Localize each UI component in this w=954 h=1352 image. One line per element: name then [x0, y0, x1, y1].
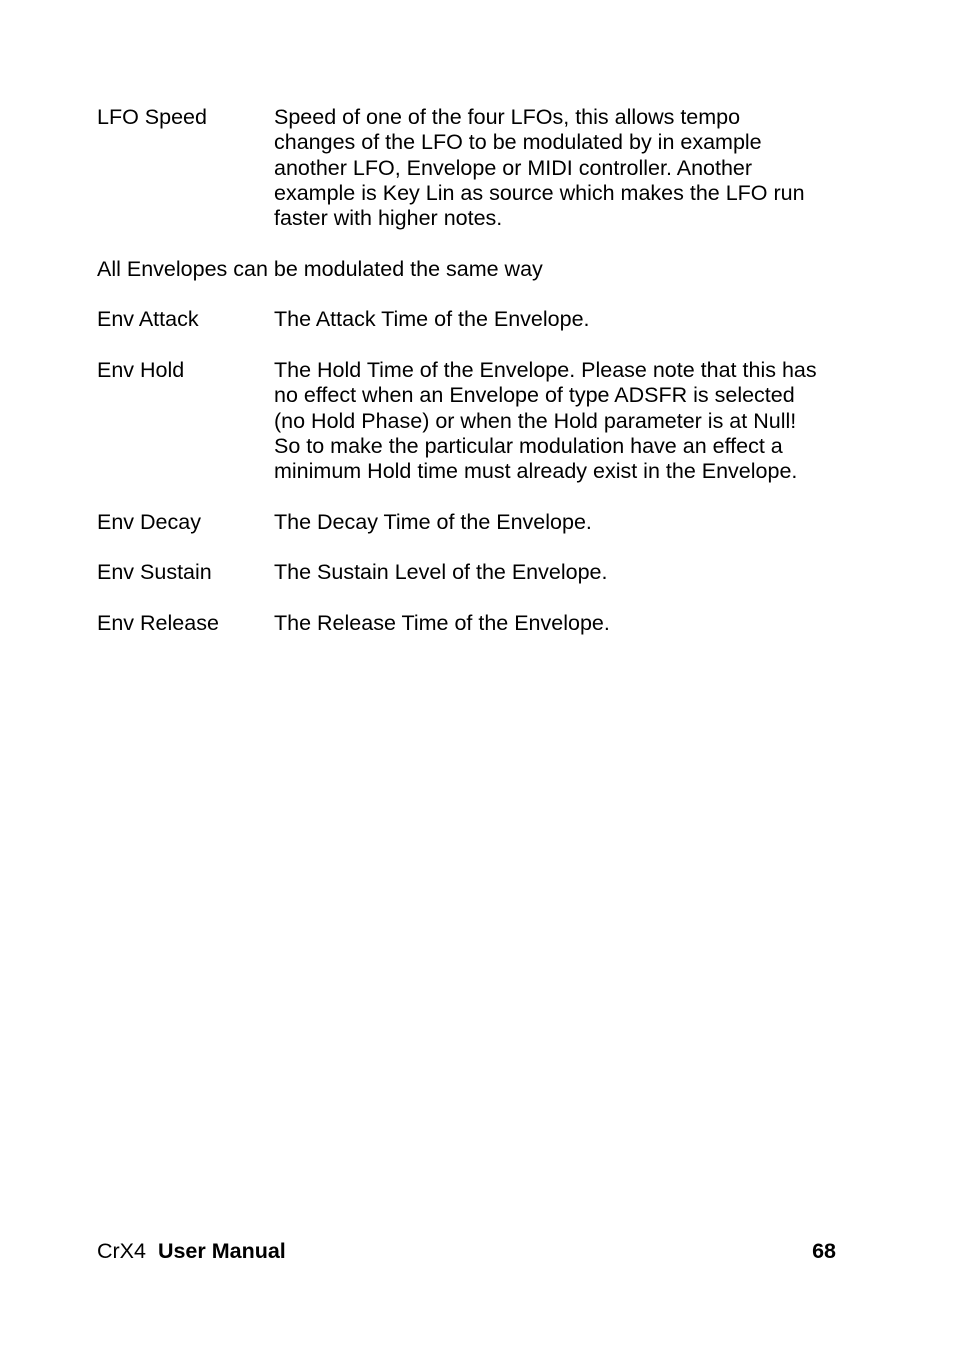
term-label: LFO Speed [97, 105, 207, 129]
definition-env-decay [97, 510, 867, 535]
definition-env-sustain [97, 560, 867, 585]
term-description [274, 510, 867, 535]
description-line: another LFO, Envelope or MIDI controller. Another [274, 155, 753, 180]
product-name: CrX4 [97, 1239, 146, 1263]
description-line: Speed of one of the four LFOs, this allows tempo [274, 105, 741, 129]
term-label: Env Attack [97, 307, 199, 332]
description-line: changes of the LFO to be modulated by in example [274, 130, 762, 155]
definition-env-hold [97, 358, 867, 484]
description-line: The Attack Time of the Envelope. [274, 307, 590, 332]
term-description [274, 560, 867, 585]
page-footer [97, 1239, 836, 1264]
term-label: Env Hold [97, 357, 185, 382]
description-line: no effect when an Envelope of type ADSFR is selected [274, 383, 795, 408]
page-content [97, 105, 867, 662]
description-line: minimum Hold time must already exist in the Envelope. [274, 459, 798, 484]
description-line: The Sustain Level of the Envelope. [274, 560, 608, 585]
term-label: Env Decay [97, 509, 201, 534]
description-line: The Decay Time of the Envelope. [274, 509, 592, 534]
manual-label: User Manual [157, 1239, 286, 1263]
description-line: faster with higher notes. [274, 206, 503, 231]
term-label: Env Sustain [97, 560, 212, 585]
footer-title [97, 1239, 286, 1264]
description-line: (no Hold Phase) or when the Hold parameter is at Null! [274, 408, 797, 433]
term-label: Env Release [97, 610, 219, 635]
description-line: So to make the particular modulation have an effect a [274, 433, 783, 458]
term-description [274, 105, 867, 231]
term-description [274, 358, 867, 484]
description-line: The Release Time of the Envelope. [274, 610, 610, 635]
definition-env-attack [97, 307, 867, 332]
description-line: The Hold Time of the Envelope. Please note that this has [274, 357, 817, 382]
envelope-note: All Envelopes can be modulated the same way [97, 256, 543, 281]
page-number: 68 [812, 1239, 836, 1263]
term-description [274, 307, 867, 332]
definition-lfo-speed [97, 105, 867, 231]
term-description [274, 611, 867, 636]
definition-env-release [97, 611, 867, 636]
description-line: example is Key Lin as source which makes the LFO run [274, 180, 805, 205]
